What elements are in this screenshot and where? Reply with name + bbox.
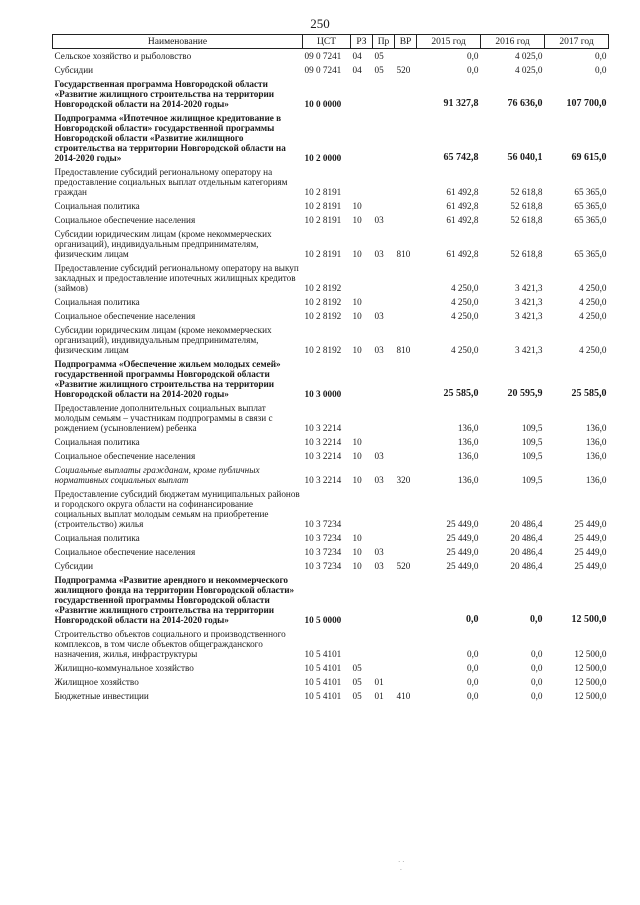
- row-pr: 03: [374, 475, 384, 485]
- row-cst: 10 2 8191: [304, 215, 342, 225]
- row-2016: 20 486,4: [510, 519, 543, 529]
- row-2017: 4 250,0: [578, 297, 607, 307]
- row-2015: 4 250,0: [450, 345, 479, 355]
- row-rz: 10: [352, 345, 362, 355]
- row-name: Подпрограмма «Ипотечное жилищное кредитование в Новгородской области» государственной программы Новгородской области «Развитие жилищного строительства на территории Новгородской области на 2014-2020 годы»: [54, 113, 286, 163]
- row-cst: 10 3 2214: [304, 437, 342, 447]
- row-2017: 25 449,0: [574, 547, 607, 557]
- row-cst: 10 2 8192: [304, 283, 342, 293]
- row-pr: [373, 487, 395, 531]
- row-name: Жилищное хозяйство: [54, 677, 139, 687]
- row-2016: 76 636,0: [507, 98, 543, 109]
- row-2017: 136,0: [585, 475, 607, 485]
- row-2016: 0,0: [530, 614, 543, 625]
- row-2015: 4 250,0: [450, 283, 479, 293]
- row-name: Социальная политика: [54, 437, 140, 447]
- row-2015: 25 585,0: [443, 388, 479, 399]
- row-2016: 109,5: [521, 423, 543, 433]
- row-rz: 10: [352, 533, 362, 543]
- budget-table: [52, 34, 609, 703]
- row-cst: 09 0 7241: [304, 51, 342, 61]
- table-row: [53, 111, 609, 165]
- row-vr: [395, 77, 417, 111]
- row-rz: [351, 165, 373, 199]
- table-row: [53, 573, 609, 627]
- row-rz: 10: [352, 249, 362, 259]
- row-name: Предоставление субсидий бюджетам муниципальных районов и городского округа области на софинансирование социальных выплат молодым семьям на приобретение (строительство) жилья: [54, 489, 300, 529]
- row-pr: 01: [374, 677, 384, 687]
- header-2017: 2017 год: [545, 35, 609, 49]
- table-row: [53, 227, 609, 261]
- row-2016: 109,5: [521, 437, 543, 447]
- row-2016: 109,5: [521, 451, 543, 461]
- table-row: [53, 487, 609, 531]
- row-2017: 65 365,0: [574, 215, 607, 225]
- scan-artifact: · · ·: [398, 858, 405, 874]
- row-cst: 10 3 7234: [304, 547, 342, 557]
- row-pr: [373, 573, 395, 627]
- row-2017: 12 500,0: [574, 663, 607, 673]
- table-row: [53, 531, 609, 545]
- row-vr: 810: [396, 345, 411, 355]
- row-cst: 10 2 8191: [304, 249, 342, 259]
- row-vr: 520: [396, 561, 411, 571]
- row-2017: 25 449,0: [574, 533, 607, 543]
- row-cst: 10 5 4101: [304, 677, 342, 687]
- row-2016: 52 618,8: [510, 201, 543, 211]
- row-2017: 25 449,0: [574, 561, 607, 571]
- row-rz: 10: [352, 297, 362, 307]
- row-2016: 0,0: [531, 677, 543, 687]
- row-vr: [395, 661, 417, 675]
- row-2015: 25 449,0: [446, 561, 479, 571]
- row-rz: 05: [352, 691, 362, 701]
- row-vr: [395, 49, 417, 64]
- row-2017: 136,0: [585, 423, 607, 433]
- row-cst: 10 5 4101: [304, 663, 342, 673]
- table-row: [53, 463, 609, 487]
- row-cst: 10 3 0000: [304, 389, 342, 399]
- row-rz: [351, 111, 373, 165]
- row-vr: [395, 357, 417, 401]
- row-2016: 4 025,0: [514, 65, 543, 75]
- row-2016: 20 486,4: [510, 561, 543, 571]
- row-2015: 136,0: [457, 451, 479, 461]
- row-pr: [373, 357, 395, 401]
- table-row: [53, 627, 609, 661]
- row-vr: [395, 295, 417, 309]
- table-row: [53, 295, 609, 309]
- row-name: Сельское хозяйство и рыболовство: [54, 51, 192, 61]
- row-2016: 0,0: [531, 649, 543, 659]
- table-header-row: [53, 35, 609, 49]
- row-name: Бюджетные инвестиции: [54, 691, 149, 701]
- row-2015: 136,0: [457, 423, 479, 433]
- row-pr: 05: [374, 51, 384, 61]
- row-name: Предоставление субсидий региональному оператору на выкуп закладных и предоставление ипотечных жилищных кредитов (займов): [54, 263, 299, 293]
- row-vr: [395, 531, 417, 545]
- row-name: Социальное обеспечение населения: [54, 311, 196, 321]
- row-2017: 69 615,0: [571, 152, 607, 163]
- row-name: Подпрограмма «Развитие арендного и некоммерческого жилищного фонда на территории Новгородской области» государственной программы Новгородской области «Развитие жилищного строительства на территории Новгородской области на 2014-2020 годы»: [54, 575, 295, 625]
- row-rz: [351, 487, 373, 531]
- row-pr: 05: [374, 65, 384, 75]
- row-pr: [373, 261, 395, 295]
- row-pr: [373, 435, 395, 449]
- row-pr: 03: [374, 249, 384, 259]
- row-2017: 136,0: [585, 451, 607, 461]
- row-name: Социальная политика: [54, 297, 140, 307]
- table-row: [53, 323, 609, 357]
- row-rz: 10: [352, 215, 362, 225]
- row-vr: [395, 213, 417, 227]
- table-row: [53, 77, 609, 111]
- row-name: Предоставление дополнительных социальных выплат молодым семьям – участникам подпрограммы в связи с рождением (усыновлением) ребенка: [54, 403, 273, 433]
- row-rz: 10: [352, 311, 362, 321]
- row-2016: 52 618,8: [510, 187, 543, 197]
- row-rz: [351, 77, 373, 111]
- row-rz: 04: [352, 65, 362, 75]
- row-cst: 10 2 0000: [304, 153, 342, 163]
- row-vr: [395, 165, 417, 199]
- row-2016: 0,0: [531, 663, 543, 673]
- row-rz: 10: [352, 451, 362, 461]
- row-pr: [373, 77, 395, 111]
- row-2015: 0,0: [467, 649, 479, 659]
- row-rz: 10: [352, 475, 362, 485]
- row-2015: 0,0: [467, 663, 479, 673]
- row-rz: [351, 357, 373, 401]
- row-pr: [373, 627, 395, 661]
- row-2017: 136,0: [585, 437, 607, 447]
- table-row: [53, 261, 609, 295]
- row-pr: 03: [374, 547, 384, 557]
- row-pr: [373, 661, 395, 675]
- row-2017: 25 585,0: [571, 388, 607, 399]
- table-row: [53, 689, 609, 703]
- row-2017: 12 500,0: [574, 677, 607, 687]
- row-2015: 0,0: [467, 691, 479, 701]
- row-2017: 65 365,0: [574, 187, 607, 197]
- row-2016: 52 618,8: [510, 249, 543, 259]
- row-2015: 25 449,0: [446, 533, 479, 543]
- row-pr: [373, 111, 395, 165]
- row-rz: 04: [352, 51, 362, 61]
- row-pr: 03: [374, 561, 384, 571]
- table-row: [53, 49, 609, 64]
- row-pr: [373, 295, 395, 309]
- row-vr: [395, 111, 417, 165]
- row-name: Государственная программа Новгородской области «Развитие жилищного строительства на территории Новгородской области на 2014-2020 годы»: [54, 79, 275, 109]
- row-cst: 09 0 7241: [304, 65, 342, 75]
- row-name: Социальная политика: [54, 201, 140, 211]
- table-row: [53, 559, 609, 573]
- row-name: Субсидии: [54, 65, 94, 75]
- row-cst: 10 2 8192: [304, 345, 342, 355]
- row-vr: [395, 199, 417, 213]
- row-vr: 520: [396, 65, 411, 75]
- row-2017: 12 500,0: [574, 691, 607, 701]
- row-vr: 810: [396, 249, 411, 259]
- row-pr: 03: [374, 451, 384, 461]
- row-2017: 107 700,0: [566, 98, 607, 109]
- row-cst: 10 0 0000: [304, 99, 342, 109]
- row-2016: 56 040,1: [507, 152, 543, 163]
- row-2017: 25 449,0: [574, 519, 607, 529]
- row-2015: 61 492,8: [446, 201, 479, 211]
- row-2017: 65 365,0: [574, 201, 607, 211]
- row-2016: 3 421,3: [514, 297, 543, 307]
- row-cst: 10 2 8191: [304, 201, 342, 211]
- header-name: Наименование: [53, 35, 303, 49]
- table-row: [53, 545, 609, 559]
- row-rz: 10: [352, 437, 362, 447]
- row-cst: 10 5 4101: [304, 649, 342, 659]
- row-rz: 05: [352, 663, 362, 673]
- row-2017: 4 250,0: [578, 345, 607, 355]
- row-name: Субсидии: [54, 561, 94, 571]
- row-name: Социальные выплаты гражданам, кроме публичных нормативных социальных выплат: [54, 465, 260, 485]
- row-name: Подпрограмма «Обеспечение жильем молодых семей» государственной программы Новгородской области «Развитие жилищного строительства на территории Новгородской области на 2014-2020 годы»: [54, 359, 281, 399]
- row-vr: [395, 401, 417, 435]
- row-cst: 10 3 7234: [304, 561, 342, 571]
- row-rz: 10: [352, 561, 362, 571]
- row-2015: 4 250,0: [450, 311, 479, 321]
- table-row: [53, 357, 609, 401]
- row-rz: 10: [352, 201, 362, 211]
- row-name: Субсидии юридическим лицам (кроме некоммерческих организаций), индивидуальным предпринимателям, физическим лицам: [54, 229, 272, 259]
- row-2017: 4 250,0: [578, 283, 607, 293]
- row-2016: 3 421,3: [514, 345, 543, 355]
- row-2015: 61 492,8: [446, 215, 479, 225]
- row-name: Жилищно-коммунальное хозяйство: [54, 663, 194, 673]
- table-row: [53, 213, 609, 227]
- row-2017: 12 500,0: [574, 649, 607, 659]
- row-2015: 61 492,8: [446, 187, 479, 197]
- row-rz: [351, 627, 373, 661]
- row-rz: [351, 401, 373, 435]
- row-2016: 20 486,4: [510, 533, 543, 543]
- row-cst: 10 3 2214: [304, 451, 342, 461]
- page-number: 250: [310, 16, 330, 31]
- row-cst: 10 2 8191: [304, 187, 342, 197]
- row-vr: [395, 449, 417, 463]
- row-vr: [395, 545, 417, 559]
- row-2016: 109,5: [521, 475, 543, 485]
- row-vr: [395, 487, 417, 531]
- table-row: [53, 449, 609, 463]
- row-2015: 65 742,8: [443, 152, 479, 163]
- header-2015: 2015 год: [417, 35, 481, 49]
- row-name: Социальное обеспечение населения: [54, 547, 196, 557]
- row-2017: 12 500,0: [571, 614, 607, 625]
- table-row: [53, 309, 609, 323]
- row-cst: 10 3 7234: [304, 519, 342, 529]
- row-2016: 4 025,0: [514, 51, 543, 61]
- table-row: [53, 199, 609, 213]
- row-pr: 03: [374, 215, 384, 225]
- header-2016: 2016 год: [481, 35, 545, 49]
- row-cst: 10 2 8192: [304, 297, 342, 307]
- row-2015: 91 327,8: [443, 98, 479, 109]
- header-cst: ЦСТ: [303, 35, 351, 49]
- row-name: Субсидии юридическим лицам (кроме некоммерческих организаций), индивидуальным предпринимателям, физическим лицам: [54, 325, 272, 355]
- row-vr: 320: [396, 475, 411, 485]
- table-row: [53, 165, 609, 199]
- row-pr: [373, 199, 395, 213]
- row-name: Предоставление субсидий региональному оператору на предоставление социальных выплат отдельным категориям граждан: [54, 167, 288, 197]
- row-2015: 136,0: [457, 475, 479, 485]
- row-cst: 10 3 7234: [304, 533, 342, 543]
- table-row: [53, 401, 609, 435]
- table-row: [53, 435, 609, 449]
- row-name: Социальное обеспечение населения: [54, 451, 196, 461]
- header-rz: РЗ: [351, 35, 373, 49]
- row-vr: [395, 435, 417, 449]
- table-row: [53, 675, 609, 689]
- row-2016: 3 421,3: [514, 283, 543, 293]
- row-cst: 10 5 4101: [304, 691, 342, 701]
- row-pr: 01: [374, 691, 384, 701]
- row-2015: 61 492,8: [446, 249, 479, 259]
- row-pr: [373, 401, 395, 435]
- row-cst: 10 5 0000: [304, 615, 342, 625]
- row-2015: 0,0: [467, 677, 479, 687]
- row-2015: 0,0: [467, 65, 479, 75]
- row-rz: [351, 573, 373, 627]
- row-2015: 136,0: [457, 437, 479, 447]
- row-2015: 4 250,0: [450, 297, 479, 307]
- row-cst: 10 3 2214: [304, 475, 342, 485]
- row-vr: [395, 309, 417, 323]
- row-vr: [395, 627, 417, 661]
- row-2016: 20 486,4: [510, 547, 543, 557]
- row-cst: 10 2 8192: [304, 311, 342, 321]
- row-2016: 0,0: [531, 691, 543, 701]
- row-vr: [395, 675, 417, 689]
- row-2015: 25 449,0: [446, 519, 479, 529]
- row-2015: 0,0: [467, 51, 479, 61]
- row-2017: 0,0: [595, 51, 607, 61]
- table-row: [53, 661, 609, 675]
- row-2015: 0,0: [466, 614, 479, 625]
- row-2017: 65 365,0: [574, 249, 607, 259]
- row-2017: 0,0: [595, 65, 607, 75]
- row-2016: 20 595,9: [507, 388, 543, 399]
- row-vr: [395, 573, 417, 627]
- row-pr: [373, 531, 395, 545]
- header-pr: Пр: [373, 35, 395, 49]
- row-pr: 03: [374, 311, 384, 321]
- row-2017: 4 250,0: [578, 311, 607, 321]
- row-2016: 3 421,3: [514, 311, 543, 321]
- row-rz: [351, 261, 373, 295]
- row-rz: 05: [352, 677, 362, 687]
- table-row: [53, 63, 609, 77]
- row-name: Социальное обеспечение населения: [54, 215, 196, 225]
- row-name: Социальная политика: [54, 533, 140, 543]
- row-rz: 10: [352, 547, 362, 557]
- row-cst: 10 3 2214: [304, 423, 342, 433]
- row-name: Строительство объектов социального и производственного комплексов, в том числе объектов общегражданского назначения, жилья, инфраструктуры: [54, 629, 286, 659]
- row-2016: 52 618,8: [510, 215, 543, 225]
- row-pr: 03: [374, 345, 384, 355]
- header-vr: ВР: [395, 35, 417, 49]
- row-pr: [373, 165, 395, 199]
- row-vr: 410: [396, 691, 411, 701]
- row-2015: 25 449,0: [446, 547, 479, 557]
- row-vr: [395, 261, 417, 295]
